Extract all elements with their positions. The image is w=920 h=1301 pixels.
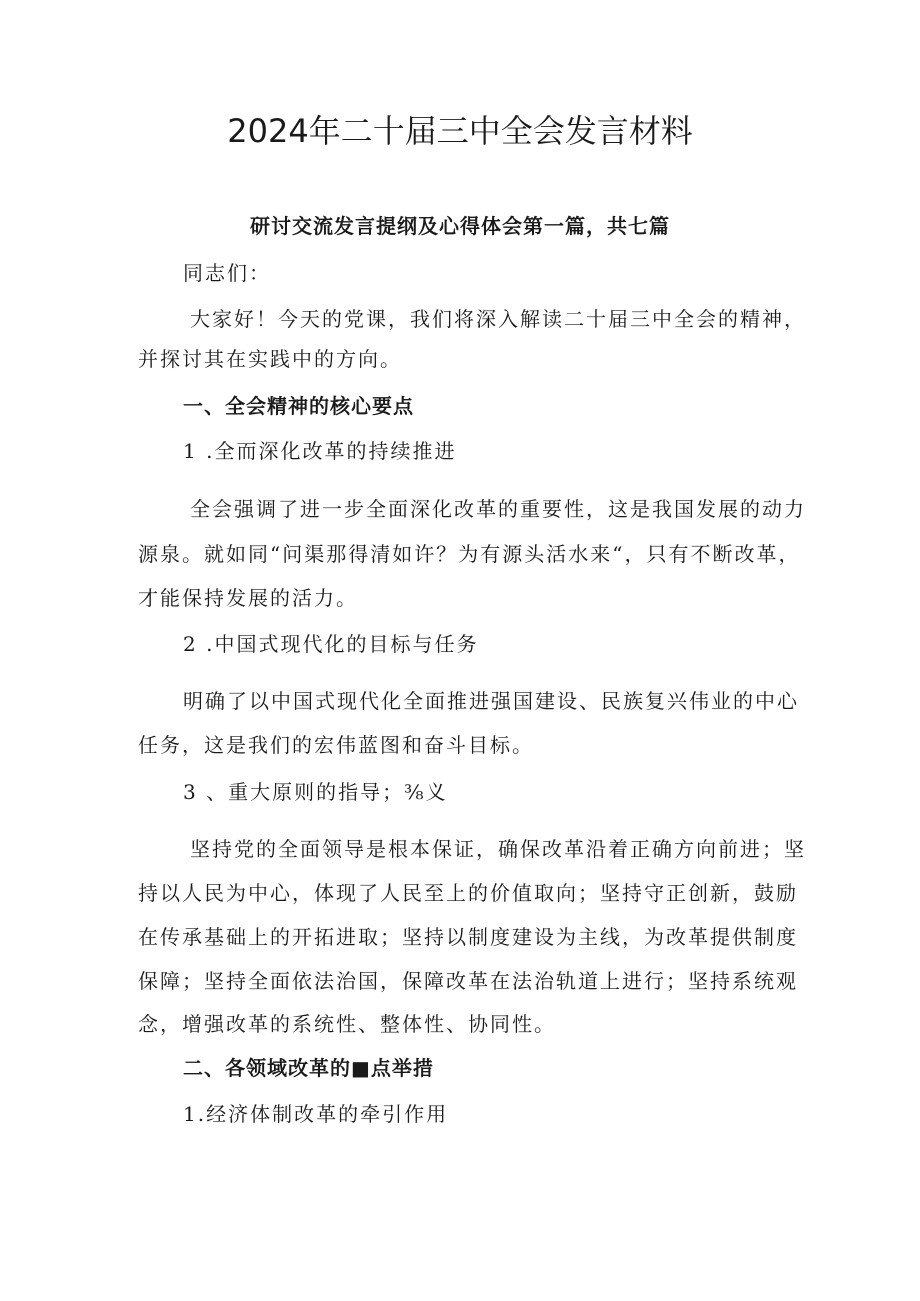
section-1-item-2-para-line-1: 明确了以中国式现代化全面推进强国建设、民族复兴伟业的中心	[183, 689, 799, 713]
section-2-item-1-label: 1.经济体制改革的牵引作用	[183, 1102, 449, 1126]
greeting: 同志们：	[183, 261, 271, 285]
section-1-item-1-para-line-1: 全会强调了进一步全面深化改革的重要性，这是我国发展的动力	[190, 497, 806, 521]
document-subtitle: 研讨交流发言提纲及心得体会第一篇，共七篇	[250, 214, 670, 238]
section-1-heading: 一、全会精神的核心要点	[183, 394, 414, 418]
section-1-item-3-para-line-2: 持以人民为中心，体现了人民至上的价值取向；坚持守正创新，鼓励	[138, 881, 798, 905]
section-2-heading: 二、各领域改革的■点举措	[183, 1056, 434, 1080]
section-1-item-1-para-line-3: 才能保持发展的活力。	[138, 586, 358, 610]
section-1-item-3-para-line-3: 在传承基础上的开拓进取；坚持以制度建设为主线，为改革提供制度	[138, 925, 798, 949]
section-1-item-3-para-line-4: 保障；坚持全面依法治国，保障改革在法治轨道上进行；坚持系统观	[138, 969, 798, 993]
intro-line-1: 大家好！今天的党课，我们将深入解读二十届三中全会的精神，	[190, 307, 806, 331]
section-1-item-2-label: 2 .中国式现代化的目标与任务	[183, 632, 479, 656]
section-1-item-2-para-line-2: 任务，这是我们的宏伟蓝图和奋斗目标。	[138, 733, 534, 757]
section-1-item-1-para-line-2: 源泉。就如同“问渠那得清如许？为有源头活水来“，只有不断改革，	[138, 542, 801, 566]
section-1-item-3-label: 3 、重大原则的指导；⅜义	[183, 780, 448, 804]
section-1-item-3-para-line-1: 坚持党的全面领导是根本保证，确保改革沿着正确方向前进；坚	[190, 837, 806, 861]
intro-line-2: 并探讨其在实践中的方向。	[138, 347, 402, 371]
section-1-item-1-label: 1 .全而深化改革的持续推进	[183, 439, 457, 463]
document-title: 2024年二十届三中全会发言材料	[227, 112, 693, 150]
section-1-item-3-para-line-5: 念，增强改革的系统性、整体性、协同性。	[138, 1012, 556, 1036]
